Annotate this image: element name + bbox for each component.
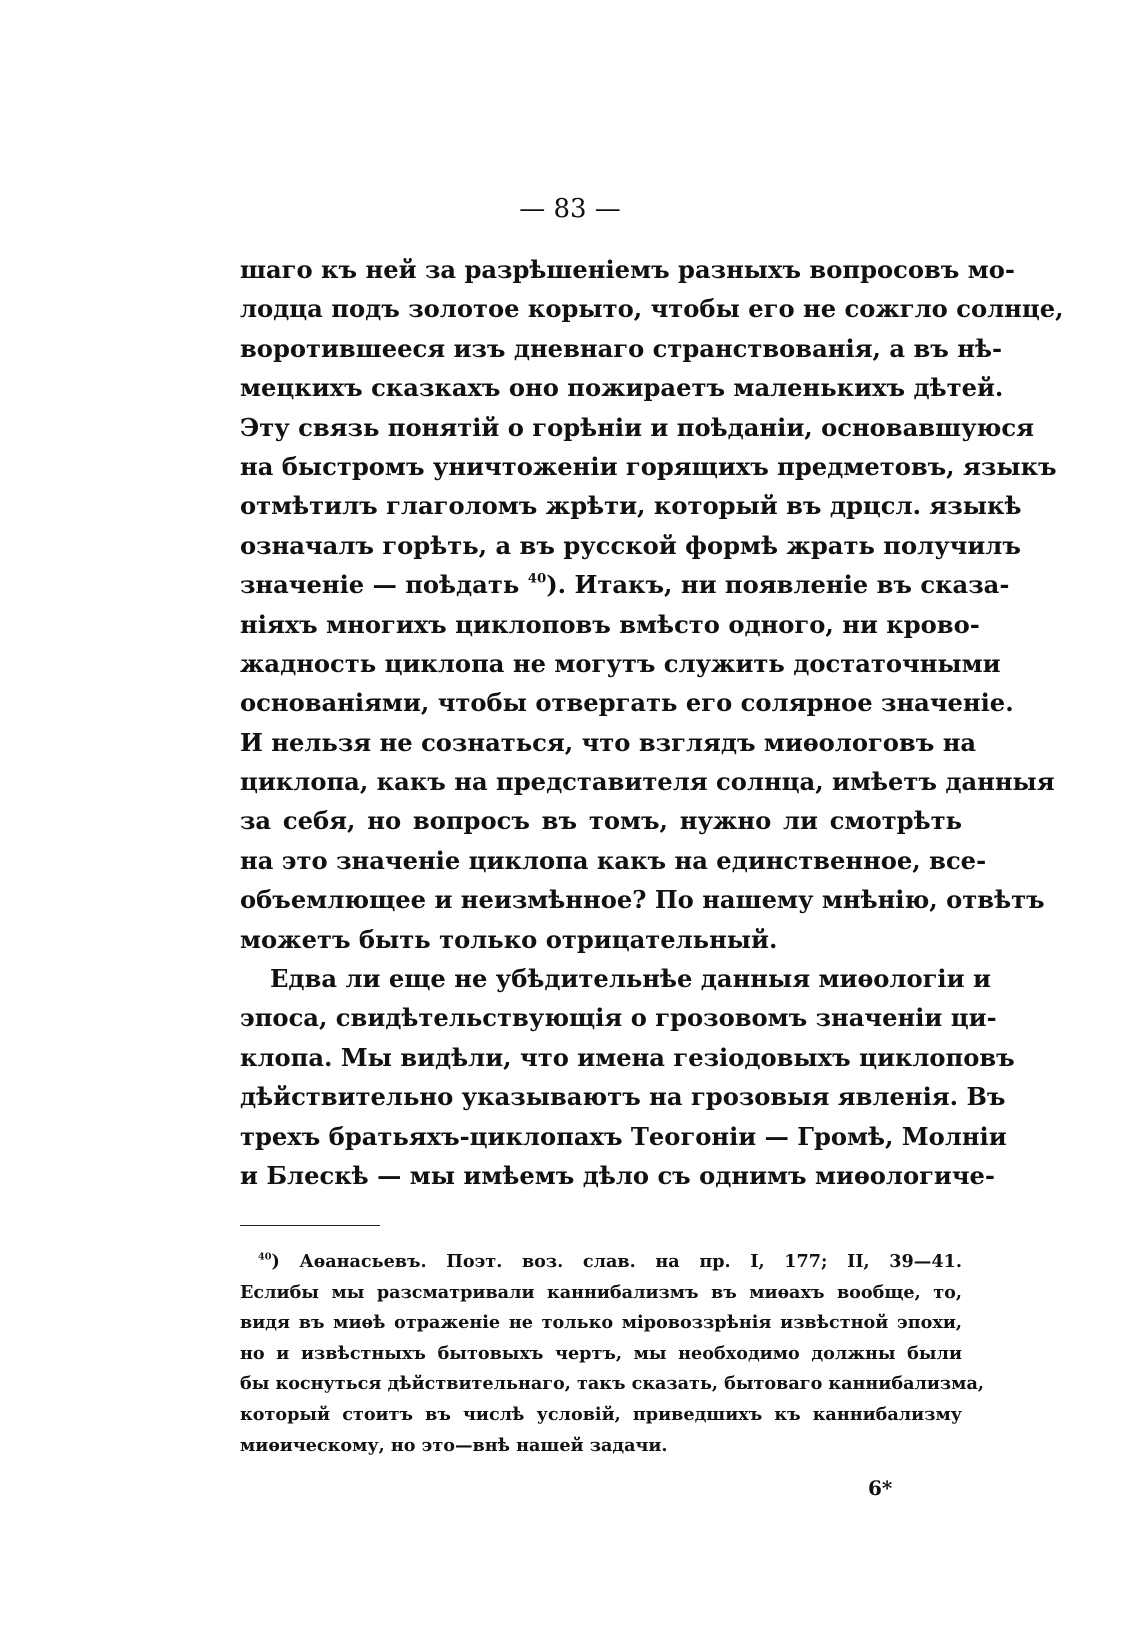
footnote-marker: 40: [258, 1251, 272, 1263]
text-line: Эту связь понятій о горѣніи и поѣданіи, основавшуюся: [240, 412, 1034, 442]
text-line: жадность циклопа не могутъ служить достаточными: [240, 648, 1001, 678]
text-line: лодца подъ золотое корыто, чтобы его не сожгло солнце,: [240, 294, 1064, 324]
text-line: клопа. Мы видѣли, что имена гезіодовыхъ циклоповъ: [240, 1042, 1015, 1072]
text-line: воротившееся изъ дневнаго странствованія, а въ нѣ-: [240, 333, 1002, 363]
signature-mark: 6*: [868, 1476, 893, 1500]
text-line: ніяхъ многихъ циклоповъ вмѣсто одного, ни крово-: [240, 609, 980, 639]
page-number: — 83 —: [519, 194, 621, 224]
text-line: отмѣтилъ глаголомъ жрѣти, который въ дрцсл. языкѣ: [240, 491, 1022, 521]
footnote-line: миѳическому, но это—внѣ нашей задачи.: [240, 1434, 668, 1456]
text-line: трехъ братьяхъ-циклопахъ Теогоніи — Громѣ, Молніи: [240, 1121, 1007, 1151]
text-fragment: ). Итакъ, ни появленіе въ сказа-: [546, 570, 1010, 600]
text-line: дѣйствительно указываютъ на грозовыя явленія. Въ: [240, 1082, 1006, 1112]
text-line: на быстромъ уничтоженіи горящихъ предметовъ, языкъ: [240, 451, 1057, 481]
footnote-line: который стоитъ въ числѣ условій, приведшихъ къ каннибализму: [240, 1403, 962, 1425]
footnote: [240, 1247, 984, 1461]
footnote-line: Еслибы мы разсматривали каннибализмъ въ миѳахъ вообще, то,: [240, 1281, 962, 1303]
text-line-with-footnote-ref: [240, 565, 1010, 604]
text-line: И нельзя не сознаться, что взглядъ миѳологовъ на: [240, 727, 977, 757]
footnote-line: [240, 1247, 962, 1278]
text-line: основаніями, чтобы отвергать его солярное значеніе.: [240, 688, 1014, 718]
footnote-reference[interactable]: 40: [527, 571, 547, 587]
text-fragment: значеніе — поѣдать: [240, 570, 528, 600]
text-line: за себя, но вопросъ въ томъ, нужно ли смотрѣть: [240, 806, 962, 836]
text-line: эпоса, свидѣтельствующія о грозовомъ значеніи ци-: [240, 1003, 997, 1033]
text-line: и Блескѣ — мы имѣемъ дѣло съ однимъ миѳологиче-: [240, 1160, 995, 1190]
text-line: объемлющее и неизмѣнное? По нашему мнѣнію, отвѣтъ: [240, 885, 1045, 915]
footnote-divider: [240, 1225, 380, 1226]
footnote-line: видя въ миѳѣ отраженіе не только міровоззрѣнія извѣстной эпохи,: [240, 1312, 962, 1334]
footnote-text: ) Аѳанасьевъ. Поэт. воз. слав. на пр. I, 177; II, 39—41.: [271, 1251, 962, 1272]
main-text: [240, 250, 1064, 1195]
text-line: мецкихъ сказкахъ оно пожираетъ маленькихъ дѣтей.: [240, 373, 1004, 403]
footnote-line: но и извѣстныхъ бытовыхъ чертъ, мы необходимо должны были: [240, 1342, 962, 1364]
text-line: шаго къ ней за разрѣшеніемъ разныхъ вопросовъ мо-: [240, 255, 1015, 284]
text-line: Едва ли еще не убѣдительнѣе данныя миѳологіи и: [270, 964, 991, 994]
text-line: можетъ быть только отрицательный.: [240, 924, 778, 954]
text-line: означалъ горѣть, а въ русской формѣ жрать получилъ: [240, 530, 1021, 560]
footnote-line: бы коснуться дѣйствительнаго, такъ сказать, бытоваго каннибализма,: [240, 1373, 984, 1395]
text-line: циклопа, какъ на представителя солнца, имѣетъ данныя: [240, 767, 1055, 797]
text-line: на это значеніе циклопа какъ на единственное, все-: [240, 845, 987, 875]
